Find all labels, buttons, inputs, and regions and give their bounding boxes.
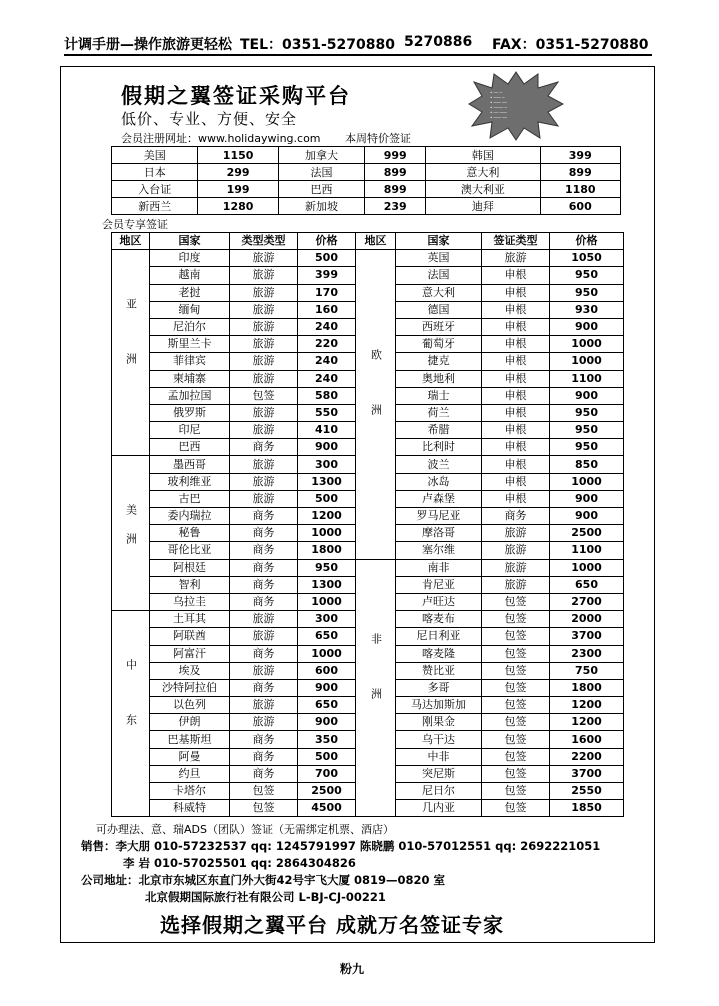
special-row <box>112 147 621 164</box>
special-country: 新西兰 <box>112 198 198 215</box>
visa-price-table <box>111 232 624 817</box>
special-price: 899 <box>365 181 426 198</box>
visa-type-cell: 商务 <box>230 508 298 525</box>
price-cell: 650 <box>298 628 356 645</box>
visa-type-cell: 旅游 <box>230 318 298 335</box>
country-cell: 尼泊尔 <box>150 318 230 335</box>
visa-type-cell: 旅游 <box>230 250 298 267</box>
country-cell: 塞尔维 <box>396 542 482 559</box>
special-price: 899 <box>365 164 426 181</box>
register-line <box>121 130 411 146</box>
register-url[interactable]: 会员注册网址：www.holidaywing.com <box>121 132 321 145</box>
price-cell: 2500 <box>298 783 356 800</box>
price-cell: 2700 <box>550 593 624 610</box>
country-cell: 秘鲁 <box>150 525 230 542</box>
special-row <box>112 181 621 198</box>
visa-type-cell: 旅游 <box>230 370 298 387</box>
address-label: 公司地址： <box>81 873 139 887</box>
column-header: 地区 <box>112 233 150 250</box>
visa-type-cell: 商务 <box>230 576 298 593</box>
country-cell: 赞比亚 <box>396 662 482 679</box>
visa-type-cell: 旅游 <box>482 542 550 559</box>
visa-type-cell: 包签 <box>230 800 298 817</box>
column-header: 地区 <box>356 233 396 250</box>
region-cell <box>356 559 396 817</box>
price-cell: 1200 <box>298 508 356 525</box>
country-cell: 土耳其 <box>150 611 230 628</box>
country-cell: 科威特 <box>150 800 230 817</box>
country-cell: 尼日利亚 <box>396 628 482 645</box>
price-cell: 650 <box>298 697 356 714</box>
country-cell: 印尼 <box>150 422 230 439</box>
visa-type-cell: 旅游 <box>230 267 298 284</box>
visa-type-cell: 旅游 <box>230 611 298 628</box>
country-cell: 委内瑞拉 <box>150 508 230 525</box>
country-cell: 埃及 <box>150 662 230 679</box>
country-cell: 葡萄牙 <box>396 336 482 353</box>
country-cell: 捷克 <box>396 353 482 370</box>
visa-type-cell: 申根 <box>482 404 550 421</box>
price-cell: 3700 <box>550 765 624 782</box>
visa-type-cell: 旅游 <box>230 353 298 370</box>
header-fax: FAX：0351-5270880 <box>492 37 649 53</box>
price-cell: 2000 <box>550 611 624 628</box>
country-cell: 古巴 <box>150 490 230 507</box>
visa-type-cell: 包签 <box>482 783 550 800</box>
visa-type-cell: 旅游 <box>482 576 550 593</box>
price-cell: 700 <box>298 765 356 782</box>
special-country: 迪拜 <box>426 198 540 215</box>
visa-type-cell: 旅游 <box>482 250 550 267</box>
visa-type-cell: 申根 <box>482 318 550 335</box>
visa-type-cell: 申根 <box>482 284 550 301</box>
price-cell: 900 <box>298 439 356 456</box>
country-cell: 肯尼亚 <box>396 576 482 593</box>
country-cell: 德国 <box>396 301 482 318</box>
price-cell: 1200 <box>550 714 624 731</box>
column-header: 类型类型 <box>230 233 298 250</box>
visa-type-cell: 包签 <box>482 628 550 645</box>
column-header: 国家 <box>150 233 230 250</box>
price-cell: 2300 <box>550 645 624 662</box>
country-cell: 卢旺达 <box>396 593 482 610</box>
country-cell: 尼日尔 <box>396 783 482 800</box>
country-cell: 孟加拉国 <box>150 387 230 404</box>
country-cell: 印度 <box>150 250 230 267</box>
price-cell: 550 <box>298 404 356 421</box>
visa-type-cell: 旅游 <box>230 301 298 318</box>
visa-type-cell: 旅游 <box>230 404 298 421</box>
country-cell: 喀麦隆 <box>396 645 482 662</box>
special-price: 899 <box>540 164 620 181</box>
price-cell: 950 <box>298 559 356 576</box>
country-cell: 以色列 <box>150 697 230 714</box>
company-name: 北京假期国际旅行社有限公司 L-BJ-CJ-00221 <box>145 890 386 904</box>
price-cell: 950 <box>550 404 624 421</box>
price-cell: 500 <box>298 250 356 267</box>
price-cell: 1800 <box>298 542 356 559</box>
visa-type-cell: 申根 <box>482 267 550 284</box>
price-cell: 900 <box>298 679 356 696</box>
price-cell: 300 <box>298 456 356 473</box>
special-country: 法国 <box>278 164 364 181</box>
visa-type-cell: 包签 <box>482 748 550 765</box>
visa-type-cell: 旅游 <box>230 422 298 439</box>
visa-type-cell: 商务 <box>230 542 298 559</box>
country-cell: 卡塔尔 <box>150 783 230 800</box>
country-cell: 中非 <box>396 748 482 765</box>
region-label: 欧洲 <box>369 349 383 460</box>
country-cell: 伊朗 <box>150 714 230 731</box>
visa-type-cell: 申根 <box>482 473 550 490</box>
country-cell: 瑞士 <box>396 387 482 404</box>
header-slogan: 计调手册—操作旅游更轻松 <box>64 37 232 53</box>
price-cell: 900 <box>550 318 624 335</box>
country-cell: 阿曼 <box>150 748 230 765</box>
visa-type-cell: 旅游 <box>230 662 298 679</box>
country-cell: 墨西哥 <box>150 456 230 473</box>
price-cell: 1200 <box>550 697 624 714</box>
country-cell: 玻利维亚 <box>150 473 230 490</box>
region-label: 亚洲 <box>124 297 138 408</box>
price-cell: 1000 <box>298 645 356 662</box>
country-cell: 喀麦布 <box>396 611 482 628</box>
special-row <box>112 198 621 215</box>
visa-type-cell: 旅游 <box>230 714 298 731</box>
tagline: 低价、专业、方便、安全 <box>121 110 298 128</box>
visa-type-cell: 申根 <box>482 387 550 404</box>
visa-type-cell: 包签 <box>482 714 550 731</box>
visa-type-cell: 商务 <box>230 439 298 456</box>
country-cell: 乌干达 <box>396 731 482 748</box>
special-country: 新加坡 <box>278 198 364 215</box>
address-line <box>81 872 445 888</box>
visa-type-cell: 商务 <box>482 508 550 525</box>
visa-type-cell: 旅游 <box>230 284 298 301</box>
country-cell: 阿富汗 <box>150 645 230 662</box>
visa-type-cell: 包签 <box>482 593 550 610</box>
page-title: 假期之翼签证采购平台 <box>121 84 351 108</box>
visa-type-cell: 申根 <box>482 490 550 507</box>
special-price: 199 <box>198 181 278 198</box>
special-price: 1180 <box>540 181 620 198</box>
price-cell: 500 <box>298 490 356 507</box>
special-country: 加拿大 <box>278 147 364 164</box>
country-cell: 巴西 <box>150 439 230 456</box>
table-row <box>112 559 624 576</box>
country-cell: 几内亚 <box>396 800 482 817</box>
country-cell: 比利时 <box>396 439 482 456</box>
visa-type-cell: 申根 <box>482 456 550 473</box>
country-cell: 老挝 <box>150 284 230 301</box>
special-country: 巴西 <box>278 181 364 198</box>
country-cell: 阿联酋 <box>150 628 230 645</box>
special-price: 399 <box>540 147 620 164</box>
visa-type-cell: 申根 <box>482 439 550 456</box>
price-cell: 750 <box>550 662 624 679</box>
visa-type-cell: 申根 <box>482 422 550 439</box>
country-cell: 多哥 <box>396 679 482 696</box>
price-cell: 850 <box>550 456 624 473</box>
price-cell: 1000 <box>550 559 624 576</box>
price-cell: 500 <box>298 748 356 765</box>
region-cell <box>356 250 396 559</box>
visa-type-cell: 包签 <box>482 731 550 748</box>
visa-type-cell: 包签 <box>482 800 550 817</box>
sales-contact-1: 李大朋 010-57232537 qq: 1245791997 陈晓鹏 010-57012551 qq: 2692221051 <box>115 839 601 853</box>
special-country: 韩国 <box>426 147 540 164</box>
visa-type-cell: 旅游 <box>482 525 550 542</box>
special-price: 600 <box>540 198 620 215</box>
price-cell: 1000 <box>550 473 624 490</box>
visa-type-cell: 商务 <box>230 748 298 765</box>
price-cell: 220 <box>298 336 356 353</box>
price-cell: 2200 <box>550 748 624 765</box>
country-cell: 马达加斯加 <box>396 697 482 714</box>
column-header: 价格 <box>298 233 356 250</box>
special-country: 日本 <box>112 164 198 181</box>
region-cell <box>112 611 150 817</box>
visa-type-cell: 商务 <box>230 525 298 542</box>
price-cell: 4500 <box>298 800 356 817</box>
price-cell: 1050 <box>550 250 624 267</box>
address-value: 北京市东城区东直门外大街42号宇飞大厦 0819—0820 室 <box>138 873 446 887</box>
price-cell: 1600 <box>550 731 624 748</box>
price-cell: 410 <box>298 422 356 439</box>
price-cell: 580 <box>298 387 356 404</box>
region-label: 美洲 <box>124 504 138 563</box>
country-cell: 西班牙 <box>396 318 482 335</box>
price-cell: 300 <box>298 611 356 628</box>
price-cell: 240 <box>298 370 356 387</box>
price-cell: 1300 <box>298 576 356 593</box>
price-cell: 950 <box>550 267 624 284</box>
country-cell: 罗马尼亚 <box>396 508 482 525</box>
visa-type-cell: 包签 <box>482 765 550 782</box>
special-price: 999 <box>365 147 426 164</box>
country-cell: 约旦 <box>150 765 230 782</box>
member-visa-label: 会员专享签证 <box>102 218 168 231</box>
visa-type-cell: 包签 <box>230 387 298 404</box>
price-cell: 2500 <box>550 525 624 542</box>
price-cell: 2550 <box>550 783 624 800</box>
table-row <box>112 250 624 267</box>
special-country: 入台证 <box>112 181 198 198</box>
price-cell: 3700 <box>550 628 624 645</box>
country-cell: 柬埔寨 <box>150 370 230 387</box>
visa-type-cell: 旅游 <box>482 559 550 576</box>
price-cell: 900 <box>550 508 624 525</box>
visa-type-cell: 申根 <box>482 301 550 318</box>
country-cell: 荷兰 <box>396 404 482 421</box>
country-cell: 缅甸 <box>150 301 230 318</box>
price-cell: 900 <box>298 714 356 731</box>
visa-type-cell: 旅游 <box>230 456 298 473</box>
visa-type-cell: 旅游 <box>230 473 298 490</box>
visa-type-cell: 商务 <box>230 645 298 662</box>
price-cell: 900 <box>550 387 624 404</box>
price-cell: 399 <box>298 267 356 284</box>
special-row <box>112 164 621 181</box>
region-cell <box>112 250 150 456</box>
visa-type-cell: 包签 <box>482 679 550 696</box>
visa-type-cell: 包签 <box>482 697 550 714</box>
sales-label: 销售： <box>81 839 116 853</box>
price-cell: 600 <box>298 662 356 679</box>
price-cell: 350 <box>298 731 356 748</box>
price-cell: 900 <box>550 490 624 507</box>
visa-type-cell: 包签 <box>230 783 298 800</box>
price-cell: 1000 <box>550 336 624 353</box>
visa-type-cell: 包签 <box>482 645 550 662</box>
special-country: 澳大利亚 <box>426 181 540 198</box>
price-cell: 650 <box>550 576 624 593</box>
sales-contact-2: 李 岩 010-57025501 qq: 2864304826 <box>123 856 356 870</box>
weekly-special-table <box>111 146 621 215</box>
country-cell: 沙特阿拉伯 <box>150 679 230 696</box>
ads-footnote: 可办理法、意、瑞ADS（团队）签证（无需绑定机票、酒店） <box>96 823 394 836</box>
country-cell: 刚果金 <box>396 714 482 731</box>
country-cell: 意大利 <box>396 284 482 301</box>
country-cell: 阿根廷 <box>150 559 230 576</box>
special-price: 299 <box>198 164 278 181</box>
sales-line-1 <box>81 838 600 854</box>
price-cell: 1100 <box>550 542 624 559</box>
page-number: 粉九 <box>340 962 365 976</box>
visa-type-cell: 包签 <box>482 662 550 679</box>
price-cell: 1800 <box>550 679 624 696</box>
country-cell: 摩洛哥 <box>396 525 482 542</box>
motto: 选择假期之翼平台 成就万名签证专家 <box>160 913 504 937</box>
special-price: 1150 <box>198 147 278 164</box>
price-cell: 1000 <box>550 353 624 370</box>
country-cell: 卢森堡 <box>396 490 482 507</box>
visa-type-cell: 申根 <box>482 370 550 387</box>
country-cell: 希腊 <box>396 422 482 439</box>
region-label: 中东 <box>124 658 138 769</box>
visa-type-cell: 旅游 <box>230 628 298 645</box>
country-cell: 英国 <box>396 250 482 267</box>
badge-text: • ── ─ • ─── ─ • ─── ── • ──── ─ • ── ─── • ─── ── <box>490 90 507 120</box>
visa-type-cell: 商务 <box>230 765 298 782</box>
weekly-special-label: 本周特价签证 <box>345 132 411 145</box>
column-header: 签证类型 <box>482 233 550 250</box>
country-cell: 南非 <box>396 559 482 576</box>
country-cell: 冰岛 <box>396 473 482 490</box>
price-cell: 950 <box>550 284 624 301</box>
visa-type-cell: 旅游 <box>230 697 298 714</box>
price-cell: 1100 <box>550 370 624 387</box>
country-cell: 法国 <box>396 267 482 284</box>
visa-type-cell: 商务 <box>230 731 298 748</box>
starburst-badge <box>468 70 564 142</box>
price-cell: 930 <box>550 301 624 318</box>
country-cell: 俄罗斯 <box>150 404 230 421</box>
special-country: 美国 <box>112 147 198 164</box>
header-bar <box>64 34 652 56</box>
price-cell: 240 <box>298 318 356 335</box>
column-header: 国家 <box>396 233 482 250</box>
special-price: 239 <box>365 198 426 215</box>
header-tel2: 5270886 <box>404 34 473 50</box>
visa-type-cell: 商务 <box>230 559 298 576</box>
country-cell: 奥地利 <box>396 370 482 387</box>
country-cell: 斯里兰卡 <box>150 336 230 353</box>
country-cell: 巴基斯坦 <box>150 731 230 748</box>
price-cell: 1300 <box>298 473 356 490</box>
country-cell: 越南 <box>150 267 230 284</box>
price-cell: 950 <box>550 439 624 456</box>
visa-type-cell: 商务 <box>230 679 298 696</box>
price-cell: 950 <box>550 422 624 439</box>
price-cell: 1850 <box>550 800 624 817</box>
visa-type-cell: 申根 <box>482 353 550 370</box>
visa-type-cell: 商务 <box>230 593 298 610</box>
column-header: 价格 <box>550 233 624 250</box>
price-cell: 170 <box>298 284 356 301</box>
country-cell: 哥伦比亚 <box>150 542 230 559</box>
special-country: 意大利 <box>426 164 540 181</box>
visa-type-cell: 包签 <box>482 611 550 628</box>
country-cell: 乌拉圭 <box>150 593 230 610</box>
country-cell: 突尼斯 <box>396 765 482 782</box>
price-cell: 240 <box>298 353 356 370</box>
price-cell: 1000 <box>298 525 356 542</box>
region-label: 非洲 <box>369 632 383 743</box>
visa-type-cell: 旅游 <box>230 490 298 507</box>
header-tel: TEL：0351-5270880 <box>240 37 395 53</box>
price-cell: 1000 <box>298 593 356 610</box>
country-cell: 菲律宾 <box>150 353 230 370</box>
special-price: 1280 <box>198 198 278 215</box>
region-cell <box>112 456 150 611</box>
visa-type-cell: 申根 <box>482 336 550 353</box>
country-cell: 波兰 <box>396 456 482 473</box>
price-cell: 160 <box>298 301 356 318</box>
visa-type-cell: 旅游 <box>230 336 298 353</box>
country-cell: 智利 <box>150 576 230 593</box>
